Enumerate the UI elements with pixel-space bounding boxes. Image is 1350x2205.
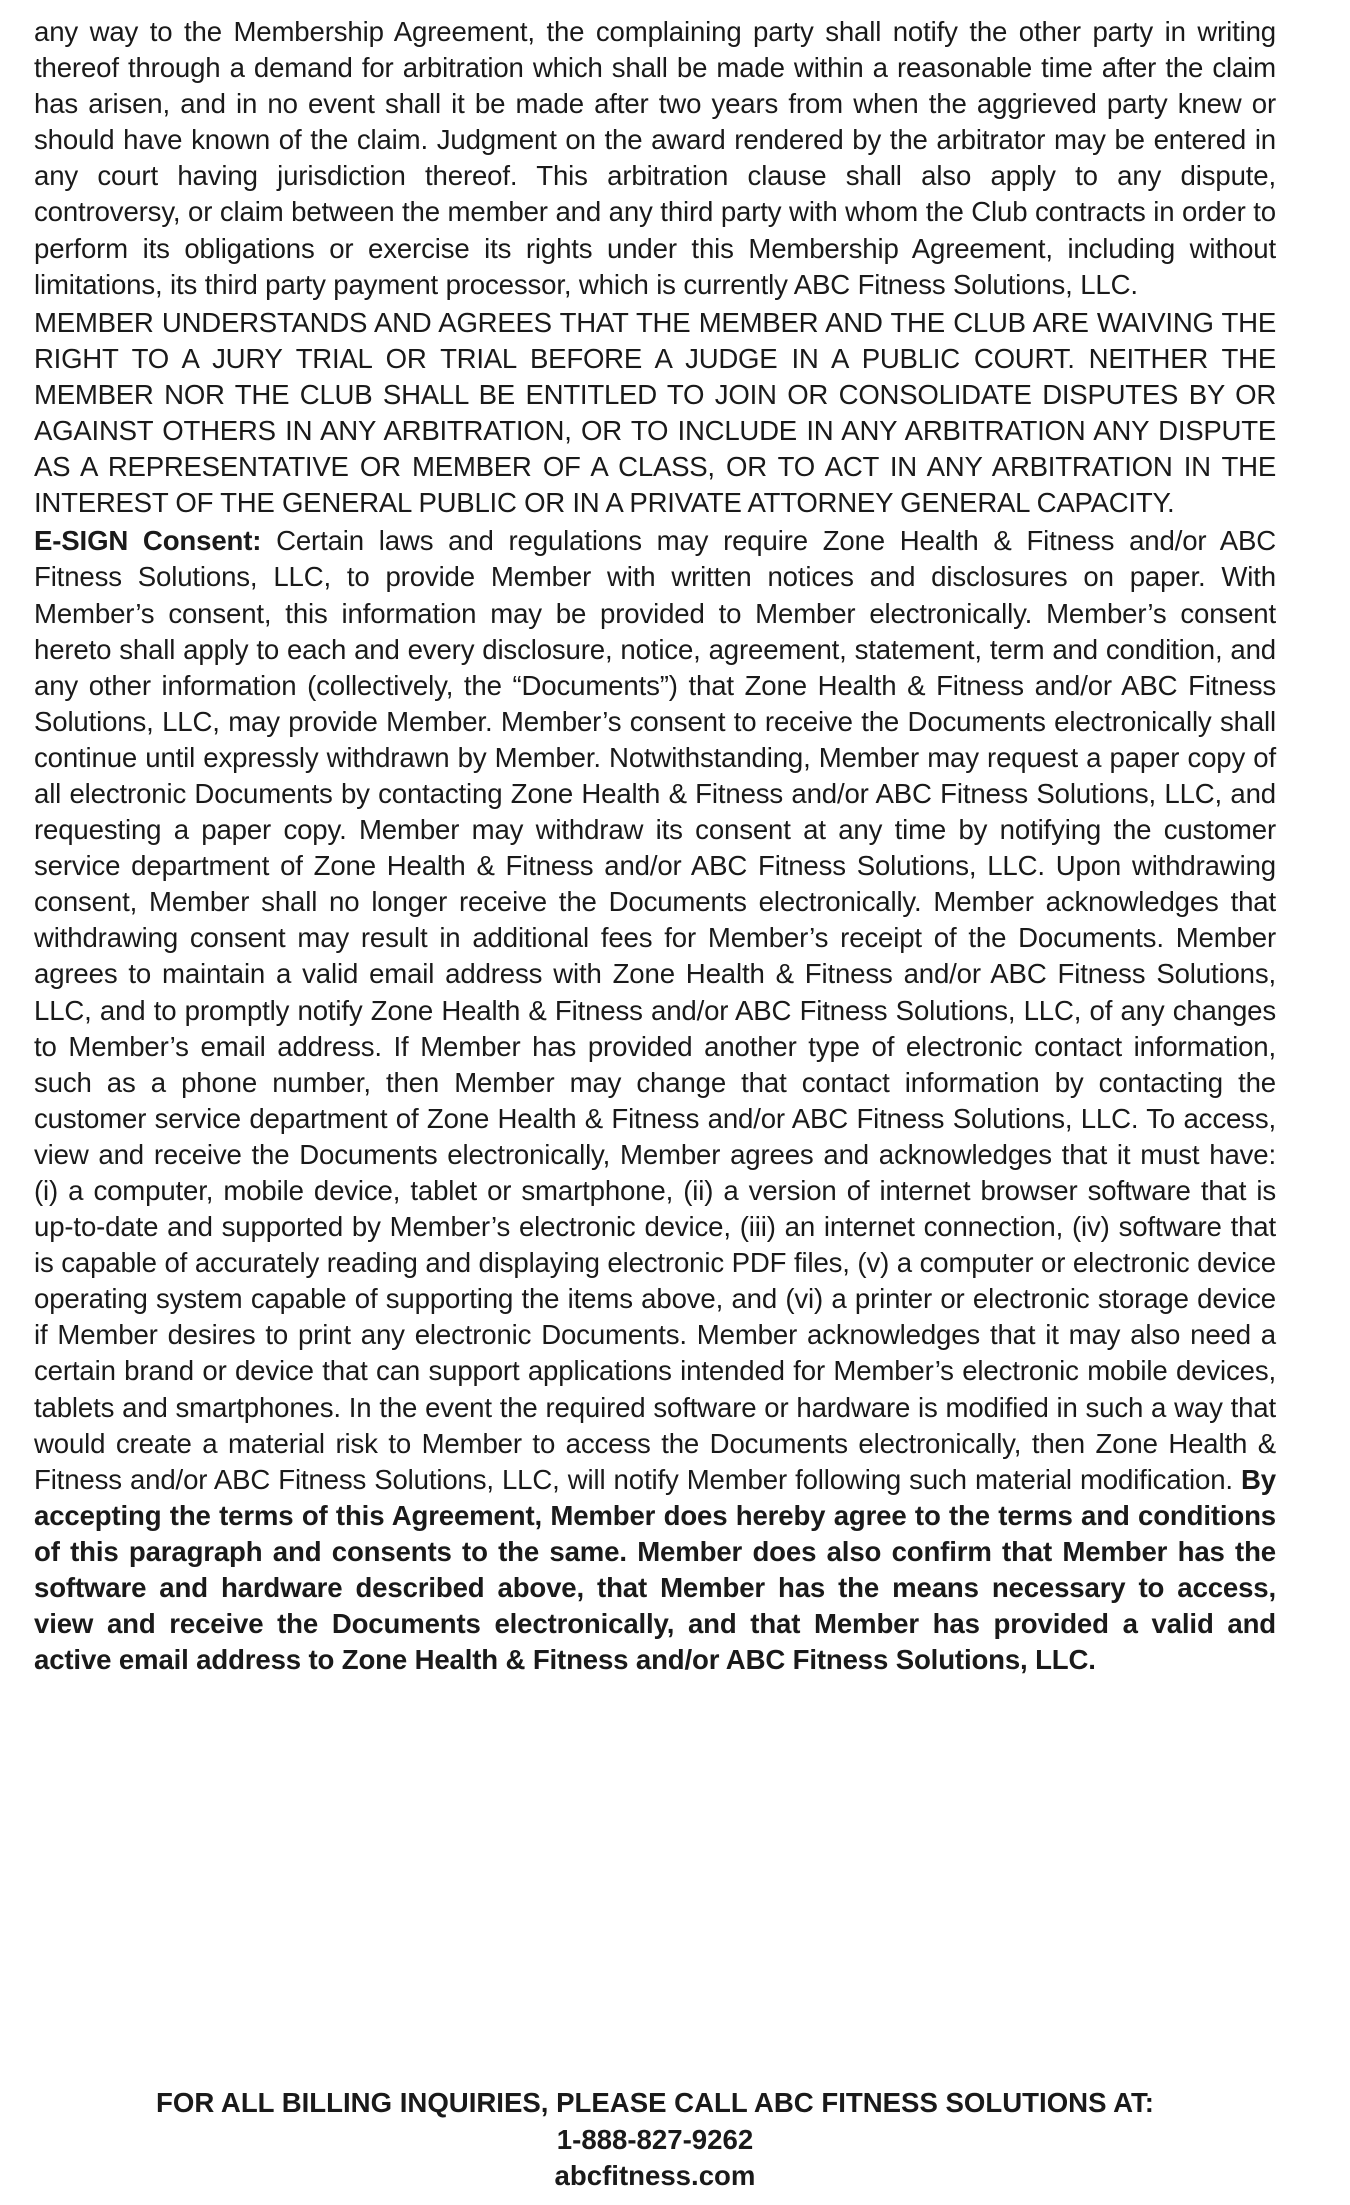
esign-consent-paragraph [34, 523, 1276, 1678]
billing-notice: FOR ALL BILLING INQUIRIES, PLEASE CALL ABC FITNESS SOLUTIONS AT: [156, 2087, 1154, 2118]
esign-body: Certain laws and regulations may require Zone Health & Fitness and/or ABC Fitness Solutions, LLC, to provide Member with written notices and disclosures on paper. With Member’s consent, this information may be provided to Member electronically. Member’s consent hereto shall apply to each and every disclosure, notice, agreement, statement, term and condition, and any other information (collectively, the “Documents”) that Zone Health & Fitness and/or ABC Fitness Solutions, LLC, may provide Member. Member’s consent to receive the Documents electronically shall continue until expressly withdrawn by Member. Notwithstanding, Member may request a paper copy of all electronic Documents by contacting Zone Health & Fitness and/or ABC Fitness Solutions, LLC, and requesting a paper copy. Member may withdraw its consent at any time by notifying the customer service department of Zone Health & Fitness and/or ABC Fitness Solutions, LLC. Upon withdrawing consent, Member shall no longer receive the Documents electronically. Member acknowledges that withdrawing consent may result in additional fees for Member’s receipt of the Documents. Member agrees to maintain a valid email address with Zone Health & Fitness and/or ABC Fitness Solutions, LLC, and to promptly notify Zone Health & Fitness and/or ABC Fitness Solutions, LLC, of any changes to Member’s email address. If Member has provided another type of electronic contact information, such as a phone number, then Member may change that contact information by contacting the customer service department of Zone Health & Fitness and/or ABC Fitness Solutions, LLC. To access, view and receive the Documents electronically, Member agrees and acknowledges that it must have: (i) a computer, mobile device, tablet or smartphone, (ii) a version of internet browser software that is up-to-date and supported by Member’s electronic device, (iii) an internet connection, (iv) software that is capable of accurately reading and displaying electronic PDF files, (v) a computer or electronic device operating system capable of supporting the items above, and (vi) a printer or electronic storage device if Member desires to print any electronic Documents. Member acknowledges that it may also need a certain brand or device that can support applications intended for Member’s electronic mobile devices, tablets and smartphones. In the event the required software or hardware is modified in such a way that would create a material risk to Member to access the Documents electronically, then Zone Health & Fitness and/or ABC Fitness Solutions, LLC, will notify Member following such material modification. [34, 525, 1276, 1495]
billing-footer [0, 2085, 1310, 2195]
esign-acceptance-statement: By accepting the terms of this Agreement, Member does hereby agree to the terms and conditions of this paragraph and consents to the same. Member does also confirm that Member has the software and hardware described above, that Member has the means necessary to access, view and receive the Documents electronically, and that Member has provided a valid and active email address to Zone Health & Fitness and/or ABC Fitness Solutions, LLC. [34, 1463, 1276, 1676]
billing-website: abcfitness.com [554, 2160, 756, 2191]
esign-heading: E-SIGN Consent: [34, 525, 262, 557]
document-body [34, 14, 1276, 1678]
billing-phone: 1-888-827-9262 [556, 2123, 754, 2155]
arbitration-paragraph: any way to the Membership Agreement, the complaining party shall notify the other party in writing thereof through a demand for arbitration which shall be made within a reasonable time after the claim has arisen, and in no event shall it be made after two years from when the aggrieved party knew or should have known of the claim. Judgment on the award rendered by the arbitrator may be entered in any court having jurisdiction thereof. This arbitration clause shall also apply to any dispute, controversy, or claim between the member and any third party with whom the Club contracts in order to perform its obligations or exercise its rights under this Membership Agreement, including without limitations, its third party payment processor, which is currently ABC Fitness Solutions, LLC. [34, 16, 1276, 300]
jury-waiver-paragraph: MEMBER UNDERSTANDS AND AGREES THAT THE MEMBER AND THE CLUB ARE WAIVING THE RIGHT TO A JURY TRIAL OR TRIAL BEFORE A JUDGE IN A PUBLIC COURT. NEITHER THE MEMBER NOR THE CLUB SHALL BE ENTITLED TO JOIN OR CONSOLIDATE DISPUTES BY OR AGAINST OTHERS IN ANY ARBITRATION, OR TO INCLUDE IN ANY ARBITRATION ANY DISPUTE AS A REPRESENTATIVE OR MEMBER OF A CLASS, OR TO ACT IN ANY ARBITRATION IN THE INTEREST OF THE GENERAL PUBLIC OR IN A PRIVATE ATTORNEY GENERAL CAPACITY. [34, 306, 1276, 519]
